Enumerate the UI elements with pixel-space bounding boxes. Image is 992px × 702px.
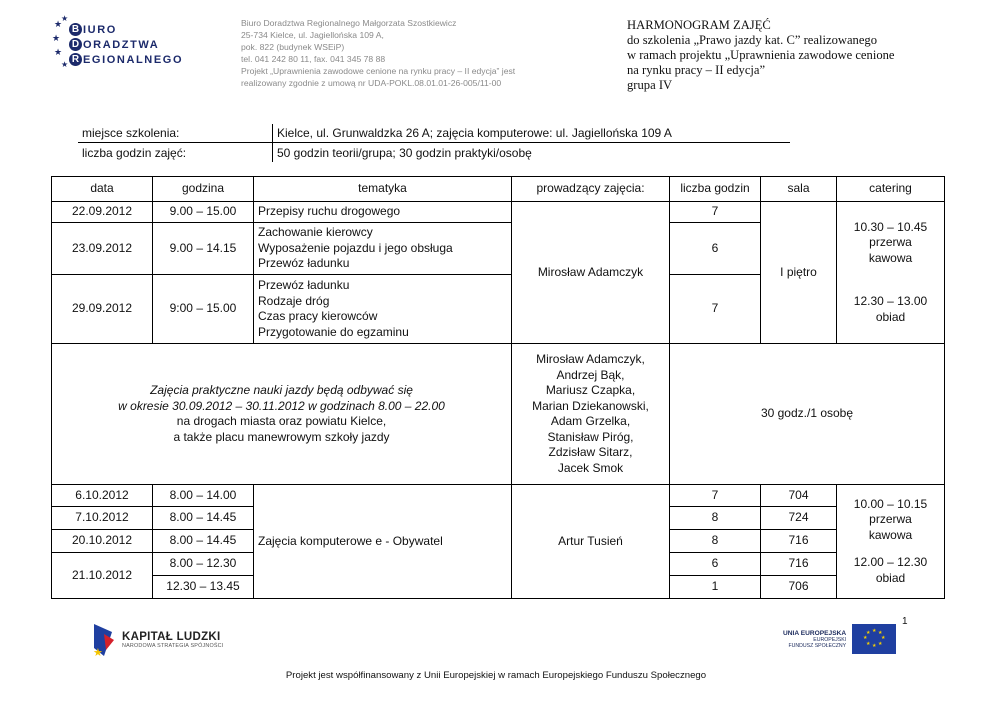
practice-line: w okresie 30.09.2012 – 30.11.2012 w godzinach 8.00 – 22.00: [118, 398, 445, 413]
svg-text:★: ★: [54, 19, 63, 29]
date-cell: 7.10.2012: [52, 507, 153, 530]
date-cell: 20.10.2012: [52, 530, 153, 553]
eu-subtitle: FUNDUSZ SPOŁECZNY: [788, 642, 847, 649]
instructor-name: Mirosław Adamczyk,: [536, 352, 645, 366]
svg-text:★: ★: [52, 33, 61, 43]
title-line: do szkolenia „Prawo jazdy kat. C” realizowanego: [627, 33, 878, 47]
hours-cell: 6: [670, 553, 761, 576]
title-line: na rynku pracy – II edycja”: [627, 63, 766, 77]
header-cell: catering: [837, 177, 945, 202]
instructor-name: Mariusz Czapka,: [545, 383, 636, 397]
kapital-ludzki-logo: [92, 620, 223, 660]
room-cell: 706: [761, 576, 837, 599]
room-cell: 716: [761, 553, 837, 576]
room-cell: 724: [761, 507, 837, 530]
table-row: [52, 344, 945, 485]
instructor-cell: Mirosław Adamczyk: [512, 202, 670, 344]
time-cell: 9.00 – 15.00: [153, 202, 254, 223]
eu-subtitle: EUROPEJSKI: [813, 636, 847, 643]
time-cell: 8.00 – 14.00: [153, 485, 254, 507]
catering-cell: [837, 202, 945, 344]
eu-logo: [783, 624, 896, 654]
topic-line: Przygotowanie do egzaminu: [258, 324, 409, 339]
hours-cell: 8: [670, 530, 761, 553]
title-line: grupa IV: [627, 78, 673, 92]
svg-text:★: ★: [872, 643, 877, 649]
instructor-name: Stanisław Piróg,: [547, 429, 634, 444]
practice-description: [52, 344, 512, 485]
logo-stars-icon: [52, 15, 70, 71]
place-label: miejsce szkolenia:: [82, 126, 180, 140]
document-title: [627, 18, 967, 93]
hours-cell: 7: [670, 275, 761, 344]
room-cell: I piętro: [761, 202, 837, 344]
svg-text:★: ★: [866, 641, 871, 647]
topic-line: Przewóz ładunku: [258, 278, 350, 292]
cofinancing-note: Projekt jest współfinansowany z Unii Europejskiej w ramach Europejskiego Funduszu Społecznego: [285, 670, 707, 681]
topic-line: Przewóz ładunku: [258, 256, 350, 271]
time-cell: 8.00 – 12.30: [153, 553, 254, 576]
title-line: w ramach projektu „Uprawnienia zawodowe cenione: [627, 48, 895, 62]
table-header-row: [52, 177, 945, 202]
hours-value: 50 godzin teorii/grupa; 30 godzin praktyki/osobę: [272, 143, 532, 162]
page-number: 1: [902, 616, 908, 627]
hours-cell: 8: [670, 507, 761, 530]
catering-line: kawowa: [868, 250, 913, 265]
svg-text:★: ★: [878, 630, 883, 636]
date-cell: 29.09.2012: [52, 275, 153, 344]
practice-line: Zajęcia praktyczne nauki jazdy będą odbywać się: [150, 383, 413, 397]
instructor-name: Adam Grzelka,: [550, 414, 631, 428]
org-line: Biuro Doradztwa Regionalnego Małgorzata Szostkiewicz: [241, 18, 457, 28]
catering-line: przerwa: [869, 235, 912, 250]
kl-subtitle: NARODOWA STRATEGIA SPÓJNOŚCI: [122, 643, 224, 649]
table-row: [52, 202, 945, 223]
place-row: [78, 124, 790, 143]
catering-line: kawowa: [868, 527, 913, 542]
practice-hours-cell: 30 godz./1 osobę: [670, 344, 945, 485]
org-line: realizowany zgodnie z umową nr UDA-POKL.08.01.01-26-005/11-00: [241, 78, 502, 88]
hours-cell: 7: [670, 202, 761, 223]
svg-text:★: ★: [61, 60, 69, 69]
svg-text:★: ★: [54, 47, 63, 57]
org-line: 25-734 Kielce, ul. Jagiellońska 109 A,: [241, 30, 384, 40]
date-cell: 21.10.2012: [52, 553, 153, 599]
instructor-name: Andrzej Bąk,: [556, 367, 625, 382]
topic-line: Wyposażenie pojazdu i jego obsługa: [258, 240, 453, 255]
svg-text:★: ★: [878, 641, 883, 647]
date-cell: 23.09.2012: [52, 223, 153, 275]
hours-cell: 1: [670, 576, 761, 599]
catering-line: 10.30 – 10.45: [853, 219, 928, 234]
svg-text:★: ★: [863, 635, 868, 641]
logo-line-3: R EGIONALNEGO: [69, 52, 183, 67]
time-cell: 8.00 – 14.45: [153, 507, 254, 530]
hours-label: liczba godzin zajęć:: [82, 145, 187, 160]
logo-line-2: D ORADZTWA: [69, 37, 183, 52]
topic-line: Zachowanie kierowcy: [258, 225, 373, 240]
topic-cell: [254, 202, 512, 223]
room-cell: 716: [761, 530, 837, 553]
topic-line: Przepisy ruchu drogowego: [258, 204, 401, 219]
catering-line: obiad: [875, 570, 906, 585]
logo-line-1: B IURO: [69, 22, 183, 37]
hours-row: [78, 143, 790, 162]
organization-info: [241, 17, 591, 89]
time-cell: 9:00 – 15.00: [153, 275, 254, 344]
topic-cell: [254, 223, 512, 275]
svg-text:★: ★: [93, 647, 103, 658]
kl-title: KAPITAŁ LUDZKI: [122, 631, 221, 643]
eu-title: UNIA EUROPEJSKA: [783, 629, 847, 637]
time-cell: 12.30 – 13.45: [153, 576, 254, 599]
instructor-cell: Artur Tusień: [512, 485, 670, 599]
catering-line: 12.30 – 13.00: [853, 294, 928, 309]
eu-flag-icon: [852, 624, 896, 654]
place-value: Kielce, ul. Grunwaldzka 26 A; zajęcia komputerowe: ul. Jagiellońska 109 A: [272, 124, 672, 142]
title-line: HARMONOGRAM ZAJĘĆ: [627, 18, 771, 32]
catering-line: 10.00 – 10.15: [853, 496, 928, 511]
svg-text:★: ★: [872, 628, 877, 634]
topic-cell: Zajęcia komputerowe e - Obywatel: [254, 485, 512, 599]
header-cell: tematyka: [254, 177, 512, 202]
topic-line: Rodzaje dróg: [258, 293, 330, 308]
room-cell: 704: [761, 485, 837, 507]
instructors-cell: [512, 344, 670, 485]
instructor-name: Jacek Smok: [557, 460, 624, 475]
instructor-name: Zdzisław Sitarz,: [548, 445, 633, 459]
header-cell: prowadzący zajęcia:: [512, 177, 670, 202]
org-line: pok. 822 (budynek WSEiP): [241, 42, 345, 52]
org-line: Projekt „Uprawnienia zawodowe cenione na rynku pracy – II edycja” jest: [241, 66, 516, 76]
header-cell: liczba godzin: [670, 177, 761, 202]
time-cell: 9.00 – 14.15: [153, 223, 254, 275]
training-info: [78, 124, 790, 162]
header-cell: sala: [761, 177, 837, 202]
topic-cell: [254, 275, 512, 344]
kapital-ludzki-icon: [92, 622, 116, 658]
time-cell: 8.00 – 14.45: [153, 530, 254, 553]
catering-line: przerwa: [869, 512, 912, 527]
hours-cell: 6: [670, 223, 761, 275]
hours-cell: 7: [670, 485, 761, 507]
table-row: [52, 485, 945, 507]
bdr-logo: [52, 15, 212, 71]
practice-line: na drogach miasta oraz powiatu Kielce,: [176, 414, 387, 428]
svg-text:★: ★: [881, 635, 886, 641]
svg-text:★: ★: [866, 630, 871, 636]
practice-line: a także placu manewrowym szkoły jazdy: [173, 429, 390, 444]
date-cell: 6.10.2012: [52, 485, 153, 507]
header-cell: godzina: [153, 177, 254, 202]
org-line: tel. 041 242 80 11, fax. 041 345 78 88: [241, 54, 386, 64]
catering-cell: [837, 485, 945, 599]
schedule-table: [51, 176, 945, 599]
svg-text:★: ★: [61, 15, 69, 23]
date-cell: 22.09.2012: [52, 202, 153, 223]
instructor-name: Marian Dziekanowski,: [532, 398, 649, 413]
catering-line: obiad: [875, 309, 906, 324]
topic-line: Czas pracy kierowców: [258, 309, 378, 323]
header-cell: data: [52, 177, 153, 202]
catering-line: 12.00 – 12.30: [853, 555, 928, 570]
